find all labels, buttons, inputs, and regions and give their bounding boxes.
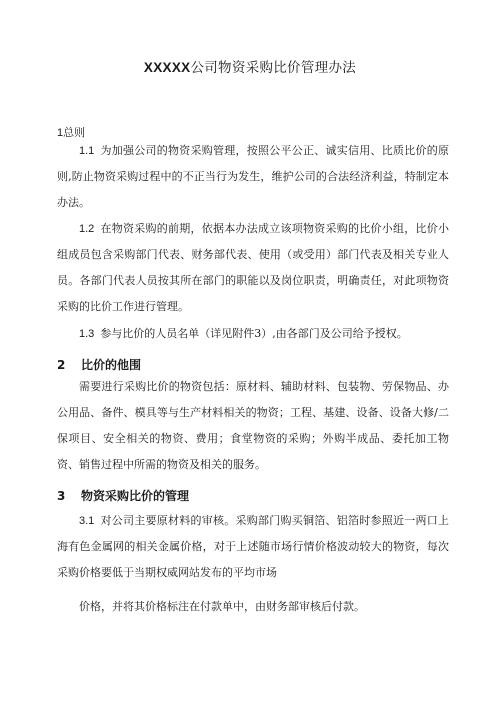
title-prefix: XXXXX — [143, 60, 191, 75]
section-2-text: 需要进行采购比价的物资包括：原材料、辅助材料、包装物、劳保物品、办公用品、备件、模具等与生产材料相关的物资；工程、基建、设备、设备大修/二保项目、安全相关的物资、费用；食堂物资的采购；外购半成品、委托加工物资、销售过程中所需的物资及相关的服务。 — [57, 380, 449, 471]
paragraph-2 — [57, 374, 449, 478]
section-3-heading — [57, 487, 189, 504]
section-3-title: 物资采购比价的管理 — [81, 489, 190, 503]
document-title — [0, 56, 500, 76]
clause-1-3-text: 参与比价的人员名单（详见附件3）,由各部门及公司给予授权。 — [100, 327, 408, 340]
paragraph-3-1-continued — [57, 594, 449, 620]
clause-1-3-number: 1.3 — [79, 328, 95, 340]
title-main: 公司物资采购比价管理办法 — [190, 60, 357, 76]
paragraph-1-1 — [57, 138, 449, 216]
clause-1-2-text: 在物资采购的前期，依据本办法成立该项物资采购的比价小组，比价小组成员包含采购部门代表、财务部代表、使用（或受用）部门代表及相关专业人员。各部门代表人员按其所在部门的职能以及岗位职责，明确责任，对此项物资采购的比价工作进行管理。 — [57, 222, 449, 313]
section-3-number: 3 — [57, 489, 66, 503]
clause-3-1-text: 对公司主要原材料的审核。采购部门购买铜箔、铝箔时参照近一两口上海有色金属网的相关金属价格，对于上述随市场行情价格波动较大的物资，每次采购价格要低于当期权威网站发布的平均市场 — [57, 514, 449, 579]
clause-3-1-number: 3.1 — [79, 515, 95, 527]
clause-1-1-number: 1.1 — [79, 145, 95, 157]
paragraph-1-3 — [57, 321, 449, 347]
section-2-title: 比价的他围 — [81, 358, 142, 372]
clause-1-1-text: 为加强公司的物资采购管理，按照公平公正、诚实信用、比质比价的原则,防止物资采购过程中的不正当行为发生，维护公司的合法经济利益，特制定本办法。 — [57, 144, 449, 209]
clause-3-1-continuation: 价格，并将其价格标注在付款单中，由财务部审核后付款。 — [79, 600, 365, 613]
section-2-number: 2 — [57, 358, 66, 372]
section-2-heading — [57, 356, 141, 373]
clause-1-2-number: 1.2 — [79, 223, 95, 235]
paragraph-1-2 — [57, 216, 449, 320]
paragraph-3-1 — [57, 508, 449, 586]
section-1-label: 总则 — [63, 126, 86, 139]
section-1-number: 1 — [57, 127, 64, 139]
